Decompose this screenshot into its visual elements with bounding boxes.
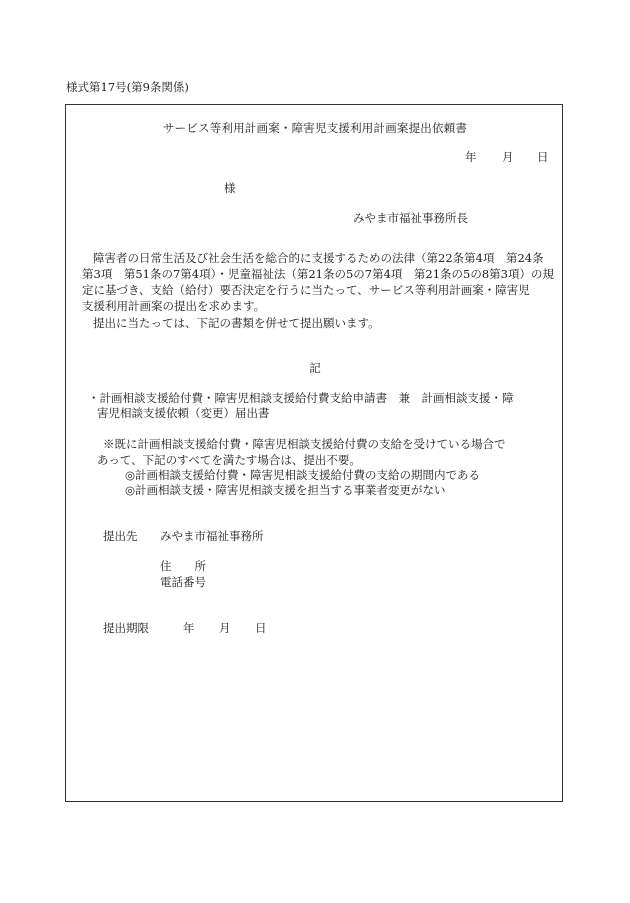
required-document-line: 害児相談支援依頼（変更）届出書 bbox=[97, 406, 270, 420]
phone-label: 電話番号 bbox=[160, 575, 206, 589]
body-line: 定に基づき、支給（給付）要否決定を行うに当たって、サービス等利用計画案・障害児 bbox=[82, 283, 530, 297]
exemption-note-line: あって、下記のすべてを満たす場合は、提出不要。 bbox=[97, 453, 361, 467]
form-number-label: 様式第17号(第9条関係) bbox=[66, 80, 189, 94]
submission-destination-value: みやま市福祉事務所 bbox=[160, 529, 264, 543]
date-day: 日 bbox=[537, 150, 549, 164]
exemption-note-line: ※既に計画相談支援給付費・障害児相談支援給付費の支給を受けている場合で bbox=[103, 437, 506, 451]
deadline-month: 月 bbox=[219, 621, 231, 635]
deadline-year: 年 bbox=[183, 621, 195, 635]
body-line: 支援利用計画案の提出を求めます。 bbox=[82, 299, 266, 313]
exemption-condition: ◎計画相談支援給付費・障害児相談支援給付費の支給の期間内である bbox=[125, 468, 481, 482]
body-line: 第3項 第51条の7第4項）・児童福祉法（第21条の5の7第4項 第21条の5の8第3項）の規 bbox=[82, 267, 554, 281]
document-title: サービス等利用計画案・障害児支援利用計画案提出依頼書 bbox=[162, 121, 468, 135]
deadline-day: 日 bbox=[255, 621, 267, 635]
body-line: 障害者の日常生活及び社会生活を総合的に支援するための法律（第22条第4項 第24条 bbox=[93, 251, 544, 265]
deadline-label: 提出期限 bbox=[103, 621, 149, 635]
required-document-line: ・計画相談支援給付費・障害児相談支援給付費支給申請書 兼 計画相談支援・障 bbox=[88, 391, 514, 405]
address-label: 住 所 bbox=[160, 559, 206, 573]
date-month: 月 bbox=[502, 150, 514, 164]
date-year: 年 bbox=[465, 150, 477, 164]
ki-heading: 記 bbox=[309, 361, 321, 375]
sender-name: みやま市福祉事務所長 bbox=[353, 211, 468, 225]
body-line: 提出に当たっては、下記の書類を併せて提出願います。 bbox=[93, 316, 380, 330]
exemption-condition: ◎計画相談支援・障害児相談支援を担当する事業者変更がない bbox=[125, 483, 446, 497]
submission-destination-label: 提出先 bbox=[103, 529, 138, 543]
addressee-honorific: 様 bbox=[224, 181, 236, 195]
